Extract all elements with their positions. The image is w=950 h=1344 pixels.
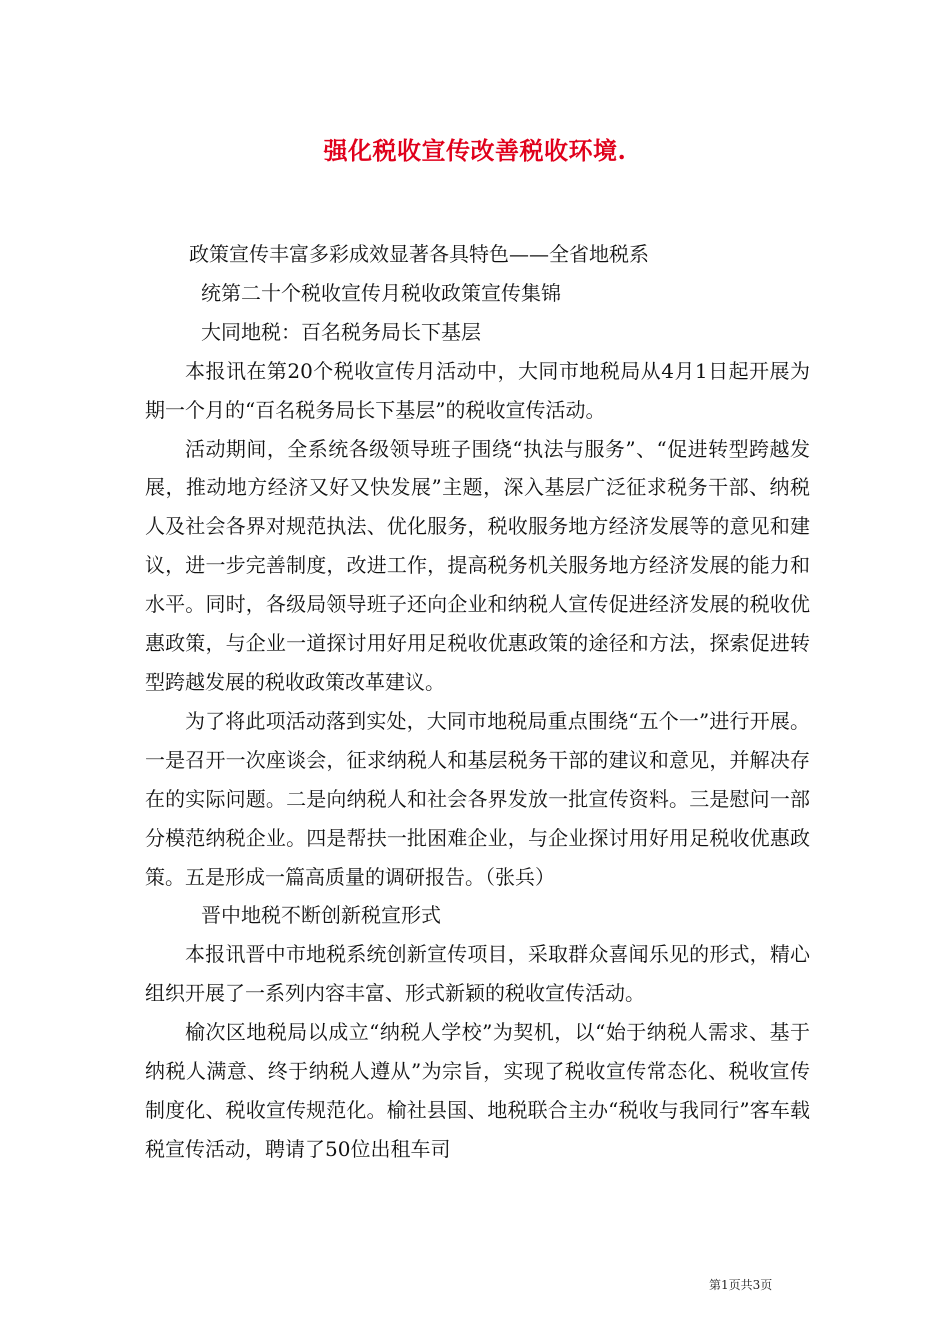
paragraph-datong-1: 本报讯在第20个税收宣传月活动中，大同市地税局从4月1日起开展为期一个月的“百名税务局长下基层”的税收宣传活动。 [145,358,810,422]
section-heading-datong: 大同地税：百名税务局长下基层 [201,319,481,344]
subtitle-line-1: 政策宣传丰富多彩成效显著各具特色——全省地税系 [189,242,649,266]
page-number: 第1页共3页 [709,1278,773,1292]
paragraph-datong-2: 活动期间，全系统各级领导班子围绕“执法与服务”、“促进转型跨越发展，推动地方经济又好又快发展”主题，深入基层广泛征求税务干部、纳税人及社会各界对规范执法、优化服务，税收服务地方经济发展等的意见和建议，进一步完善制度，改进工作，提高税务机关服务地方经济发展的能力和水平。同时，各级局领导班子还向企业和纳税人宣传促进经济发展的税收优惠政策，与企业一道探讨用好用足税收优惠政策的途径和方法，探索促进转型跨越发展的税收政策改革建议。 [145,436,810,694]
paragraph-jinzhong-2: 榆次区地税局以成立“纳税人学校”为契机，以“始于纳税人需求、基于纳税人满意、终于纳税人遵从”为宗旨，实现了税收宣传常态化、税收宣传制度化、税收宣传规范化。榆社县国、地税联合主办“税收与我同行”客车载税宣传活动，聘请了50位出租车司 [145,1020,810,1161]
paragraph-jinzhong-1: 本报讯晋中市地税系统创新宣传项目，采取群众喜闻乐见的形式，精心组织开展了一系列内容丰富、形式新颖的税收宣传活动。 [145,942,810,1006]
subtitle-line-2: 统第二十个税收宣传月税收政策宣传集锦 [201,280,561,305]
document-body [145,235,810,1169]
section-heading-jinzhong: 晋中地税不断创新税宣形式 [201,903,441,928]
document-title: 强化税收宣传改善税收环境. [323,136,627,165]
paragraph-datong-3: 为了将此项活动落到实处，大同市地税局重点围绕“五个一”进行开展。一是召开一次座谈会，征求纳税人和基层税务干部的建议和意见，并解决存在的实际问题。二是向纳税人和社会各界发放一批宣传资料。三是慰问一部分模范纳税企业。四是帮扶一批困难企业，与企业探讨用好用足税收优惠政策。五是形成一篇高质量的调研报告。（张兵） [145,708,810,889]
